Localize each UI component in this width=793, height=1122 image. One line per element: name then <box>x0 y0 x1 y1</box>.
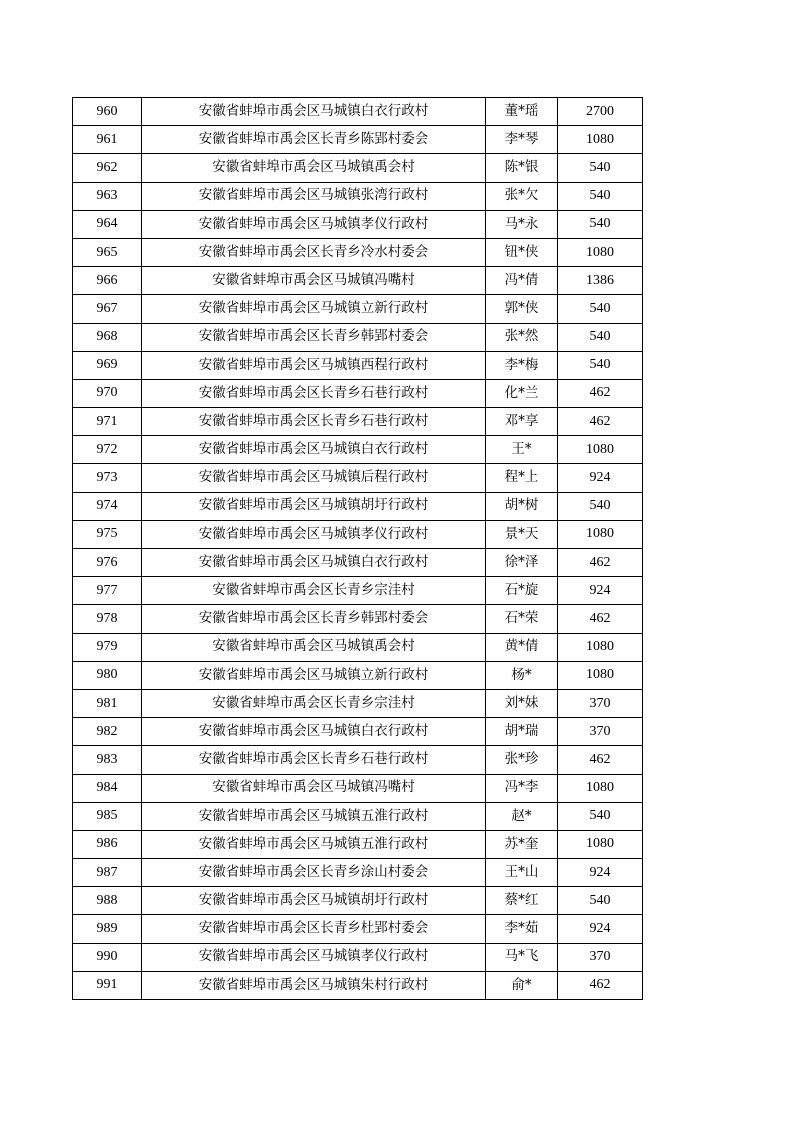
table-row <box>73 577 643 605</box>
row-number: 971 <box>73 408 142 436</box>
table-row <box>73 408 643 436</box>
village-address: 安徽省蚌埠市禹会区马城镇朱村行政村 <box>142 971 486 999</box>
village-address: 安徽省蚌埠市禹会区长青乡宗洼村 <box>142 577 486 605</box>
recipient-name: 张*珍 <box>486 746 558 774</box>
row-number: 970 <box>73 379 142 407</box>
table-row <box>73 718 643 746</box>
subsidy-amount: 540 <box>558 492 643 520</box>
row-number: 986 <box>73 830 142 858</box>
row-number: 982 <box>73 718 142 746</box>
village-address: 安徽省蚌埠市禹会区马城镇胡圩行政村 <box>142 492 486 520</box>
village-address: 安徽省蚌埠市禹会区马城镇白衣行政村 <box>142 436 486 464</box>
village-address: 安徽省蚌埠市禹会区长青乡宗洼村 <box>142 689 486 717</box>
subsidy-amount: 540 <box>558 210 643 238</box>
table-row <box>73 661 643 689</box>
subsidy-amount: 1080 <box>558 436 643 464</box>
village-address: 安徽省蚌埠市禹会区马城镇白衣行政村 <box>142 718 486 746</box>
table-row <box>73 436 643 464</box>
subsidy-amount: 1080 <box>558 774 643 802</box>
recipient-name: 黄*倩 <box>486 633 558 661</box>
recipient-name: 杨* <box>486 661 558 689</box>
village-address: 安徽省蚌埠市禹会区马城镇后程行政村 <box>142 464 486 492</box>
village-address: 安徽省蚌埠市禹会区马城镇白衣行政村 <box>142 98 486 126</box>
recipient-name: 陈*银 <box>486 154 558 182</box>
recipient-name: 胡*瑞 <box>486 718 558 746</box>
table-row <box>73 464 643 492</box>
table-row <box>73 98 643 126</box>
table-row <box>73 238 643 266</box>
subsidy-amount: 1080 <box>558 238 643 266</box>
table-row <box>73 689 643 717</box>
table-row <box>73 520 643 548</box>
row-number: 976 <box>73 549 142 577</box>
recipient-name: 苏*奎 <box>486 830 558 858</box>
recipient-name: 冯*倩 <box>486 267 558 295</box>
village-address: 安徽省蚌埠市禹会区马城镇禹会村 <box>142 633 486 661</box>
village-address: 安徽省蚌埠市禹会区马城镇五淮行政村 <box>142 830 486 858</box>
village-address: 安徽省蚌埠市禹会区马城镇张湾行政村 <box>142 182 486 210</box>
recipient-name: 王*山 <box>486 859 558 887</box>
village-address: 安徽省蚌埠市禹会区长青乡陈郢村委会 <box>142 126 486 154</box>
table-row <box>73 210 643 238</box>
table-row <box>73 802 643 830</box>
row-number: 961 <box>73 126 142 154</box>
table-row <box>73 830 643 858</box>
subsidy-table <box>72 97 643 1000</box>
table-row <box>73 295 643 323</box>
row-number: 979 <box>73 633 142 661</box>
row-number: 984 <box>73 774 142 802</box>
row-number: 991 <box>73 971 142 999</box>
subsidy-amount: 370 <box>558 689 643 717</box>
subsidy-amount: 540 <box>558 351 643 379</box>
row-number: 972 <box>73 436 142 464</box>
subsidy-amount: 1080 <box>558 661 643 689</box>
table-row <box>73 915 643 943</box>
table-row <box>73 492 643 520</box>
recipient-name: 邓*享 <box>486 408 558 436</box>
table-row <box>73 971 643 999</box>
village-address: 安徽省蚌埠市禹会区马城镇西程行政村 <box>142 351 486 379</box>
subsidy-amount: 462 <box>558 408 643 436</box>
recipient-name: 徐*泽 <box>486 549 558 577</box>
subsidy-amount: 924 <box>558 859 643 887</box>
subsidy-amount: 540 <box>558 887 643 915</box>
row-number: 981 <box>73 689 142 717</box>
recipient-name: 马*飞 <box>486 943 558 971</box>
recipient-name: 张*欠 <box>486 182 558 210</box>
village-address: 安徽省蚌埠市禹会区马城镇禹会村 <box>142 154 486 182</box>
village-address: 安徽省蚌埠市禹会区长青乡石巷行政村 <box>142 408 486 436</box>
village-address: 安徽省蚌埠市禹会区长青乡韩郢村委会 <box>142 605 486 633</box>
subsidy-amount: 924 <box>558 577 643 605</box>
row-number: 963 <box>73 182 142 210</box>
subsidy-amount: 1080 <box>558 520 643 548</box>
recipient-name: 程*上 <box>486 464 558 492</box>
subsidy-amount: 462 <box>558 746 643 774</box>
recipient-name: 赵* <box>486 802 558 830</box>
village-address: 安徽省蚌埠市禹会区长青乡杜郢村委会 <box>142 915 486 943</box>
row-number: 960 <box>73 98 142 126</box>
recipient-name: 王* <box>486 436 558 464</box>
recipient-name: 李*琴 <box>486 126 558 154</box>
village-address: 安徽省蚌埠市禹会区马城镇冯嘴村 <box>142 267 486 295</box>
table-row <box>73 267 643 295</box>
village-address: 安徽省蚌埠市禹会区马城镇孝仪行政村 <box>142 943 486 971</box>
subsidy-amount: 1080 <box>558 633 643 661</box>
subsidy-amount: 540 <box>558 295 643 323</box>
recipient-name: 蔡*红 <box>486 887 558 915</box>
subsidy-amount: 1080 <box>558 126 643 154</box>
row-number: 973 <box>73 464 142 492</box>
recipient-name: 张*然 <box>486 323 558 351</box>
subsidy-amount: 462 <box>558 379 643 407</box>
row-number: 969 <box>73 351 142 379</box>
row-number: 966 <box>73 267 142 295</box>
subsidy-amount: 1386 <box>558 267 643 295</box>
subsidy-amount: 370 <box>558 943 643 971</box>
recipient-name: 董*瑶 <box>486 98 558 126</box>
subsidy-amount: 540 <box>558 323 643 351</box>
village-address: 安徽省蚌埠市禹会区长青乡石巷行政村 <box>142 746 486 774</box>
recipient-name: 冯*李 <box>486 774 558 802</box>
recipient-name: 石*荣 <box>486 605 558 633</box>
subsidy-amount: 924 <box>558 915 643 943</box>
recipient-name: 刘*妹 <box>486 689 558 717</box>
village-address: 安徽省蚌埠市禹会区长青乡冷水村委会 <box>142 238 486 266</box>
subsidy-amount: 540 <box>558 154 643 182</box>
table-row <box>73 633 643 661</box>
row-number: 989 <box>73 915 142 943</box>
row-number: 983 <box>73 746 142 774</box>
recipient-name: 李*茹 <box>486 915 558 943</box>
recipient-name: 胡*树 <box>486 492 558 520</box>
row-number: 968 <box>73 323 142 351</box>
recipient-name: 化*兰 <box>486 379 558 407</box>
row-number: 967 <box>73 295 142 323</box>
table-row <box>73 126 643 154</box>
recipient-name: 钮*侠 <box>486 238 558 266</box>
subsidy-amount: 370 <box>558 718 643 746</box>
row-number: 964 <box>73 210 142 238</box>
subsidy-amount: 462 <box>558 605 643 633</box>
village-address: 安徽省蚌埠市禹会区马城镇孝仪行政村 <box>142 520 486 548</box>
row-number: 980 <box>73 661 142 689</box>
table-row <box>73 323 643 351</box>
village-address: 安徽省蚌埠市禹会区长青乡韩郢村委会 <box>142 323 486 351</box>
row-number: 990 <box>73 943 142 971</box>
village-address: 安徽省蚌埠市禹会区马城镇五淮行政村 <box>142 802 486 830</box>
table-row <box>73 943 643 971</box>
village-address: 安徽省蚌埠市禹会区马城镇冯嘴村 <box>142 774 486 802</box>
subsidy-amount: 462 <box>558 549 643 577</box>
row-number: 988 <box>73 887 142 915</box>
row-number: 987 <box>73 859 142 887</box>
table-row <box>73 182 643 210</box>
table-row <box>73 774 643 802</box>
row-number: 975 <box>73 520 142 548</box>
village-address: 安徽省蚌埠市禹会区长青乡石巷行政村 <box>142 379 486 407</box>
table-row <box>73 549 643 577</box>
recipient-name: 俞* <box>486 971 558 999</box>
village-address: 安徽省蚌埠市禹会区马城镇孝仪行政村 <box>142 210 486 238</box>
recipient-name: 郭*侠 <box>486 295 558 323</box>
subsidy-table-body <box>73 98 643 1000</box>
table-row <box>73 379 643 407</box>
village-address: 安徽省蚌埠市禹会区马城镇立新行政村 <box>142 661 486 689</box>
subsidy-amount: 924 <box>558 464 643 492</box>
row-number: 962 <box>73 154 142 182</box>
subsidy-amount: 462 <box>558 971 643 999</box>
village-address: 安徽省蚌埠市禹会区长青乡涂山村委会 <box>142 859 486 887</box>
recipient-name: 李*梅 <box>486 351 558 379</box>
row-number: 974 <box>73 492 142 520</box>
subsidy-amount: 2700 <box>558 98 643 126</box>
table-row <box>73 605 643 633</box>
subsidy-amount: 1080 <box>558 830 643 858</box>
table-row <box>73 887 643 915</box>
table-row <box>73 859 643 887</box>
recipient-name: 马*永 <box>486 210 558 238</box>
table-row <box>73 746 643 774</box>
village-address: 安徽省蚌埠市禹会区马城镇白衣行政村 <box>142 549 486 577</box>
row-number: 985 <box>73 802 142 830</box>
row-number: 978 <box>73 605 142 633</box>
table-row <box>73 351 643 379</box>
subsidy-amount: 540 <box>558 182 643 210</box>
row-number: 977 <box>73 577 142 605</box>
subsidy-amount: 540 <box>558 802 643 830</box>
village-address: 安徽省蚌埠市禹会区马城镇立新行政村 <box>142 295 486 323</box>
row-number: 965 <box>73 238 142 266</box>
recipient-name: 石*旋 <box>486 577 558 605</box>
village-address: 安徽省蚌埠市禹会区马城镇胡圩行政村 <box>142 887 486 915</box>
table-row <box>73 154 643 182</box>
recipient-name: 景*天 <box>486 520 558 548</box>
